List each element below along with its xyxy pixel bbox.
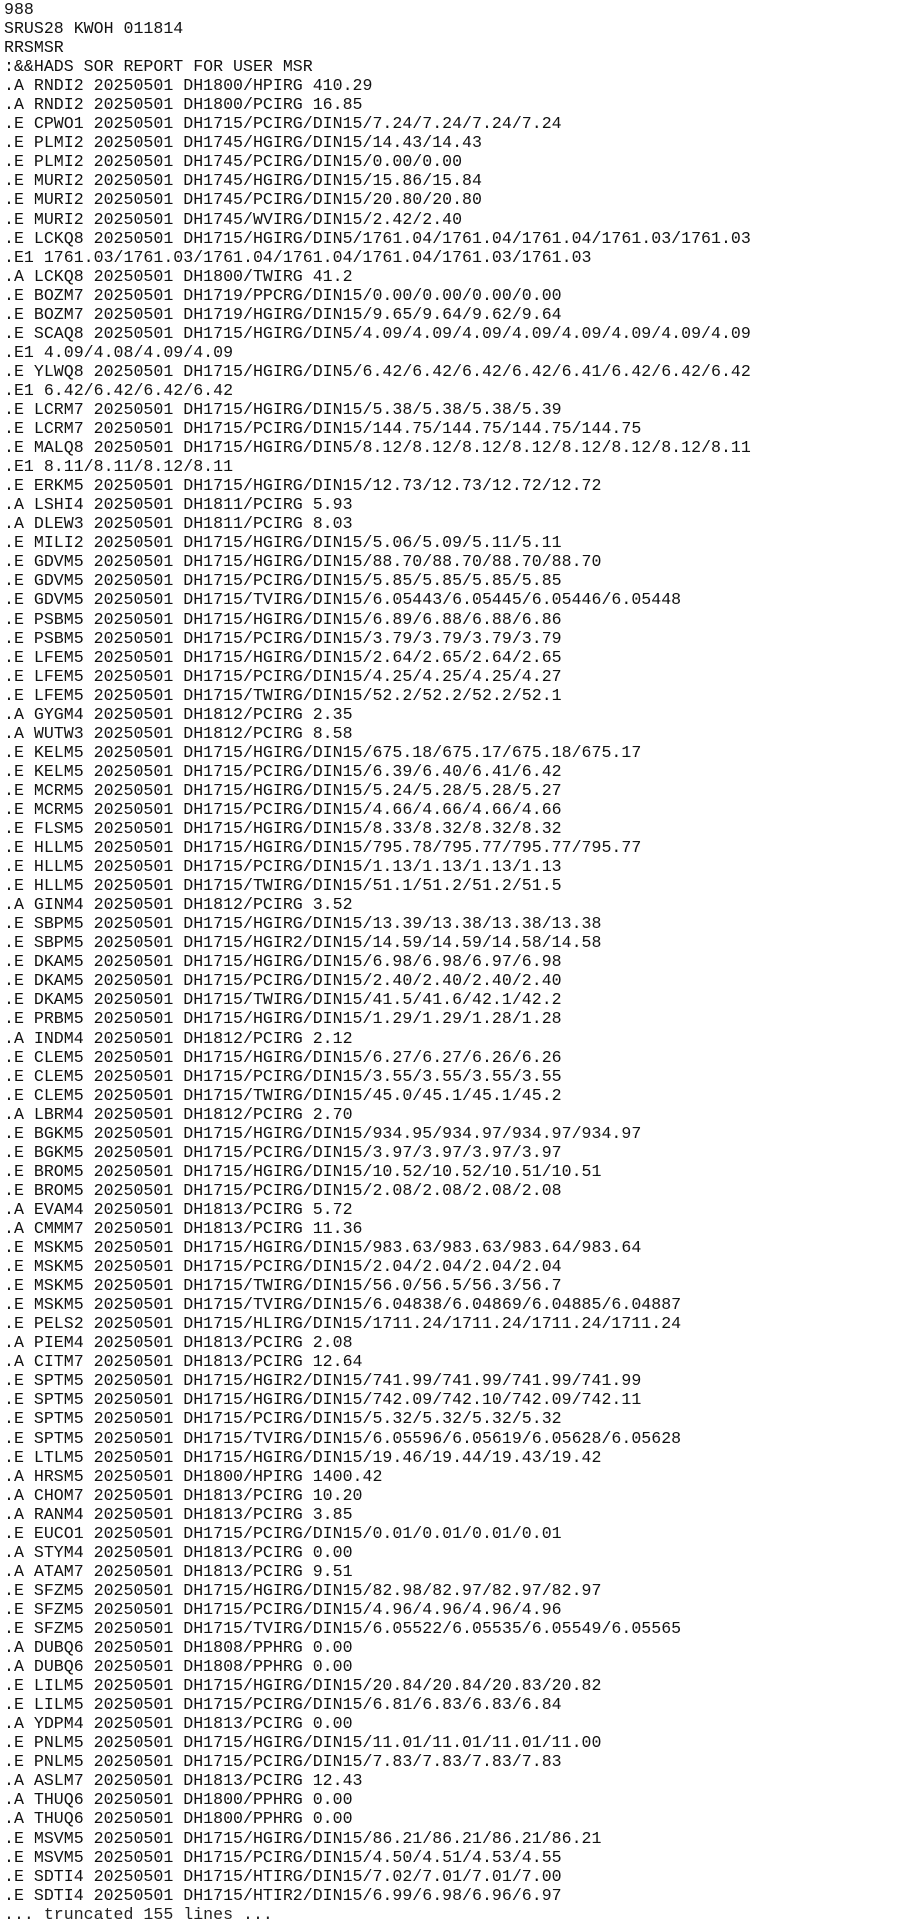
report-line: .E DKAM5 20250501 DH1715/TWIRG/DIN15/41.5/41.6/42.1/42.2 xyxy=(4,990,562,1010)
report-line: .A LSHI4 20250501 DH1811/PCIRG 5.93 xyxy=(4,495,353,515)
report-line: .E HLLM5 20250501 DH1715/TWIRG/DIN15/51.1/51.2/51.2/51.5 xyxy=(4,876,562,896)
report-line: .E MSVM5 20250501 DH1715/HGIRG/DIN15/86.21/86.21/86.21/86.21 xyxy=(4,1828,602,1848)
report-line: .E CLEM5 20250501 DH1715/TWIRG/DIN15/45.0/45.1/45.1/45.2 xyxy=(4,1085,562,1105)
report-line: .E PELS2 20250501 DH1715/HLIRG/DIN15/1711.24/1711.24/1711.24/1711.24 xyxy=(4,1314,682,1334)
report-line: :&&HADS SOR REPORT FOR USER MSR xyxy=(4,57,313,77)
report-line: .A YDPM4 20250501 DH1813/PCIRG 0.00 xyxy=(4,1714,353,1734)
report-line: .E GDVM5 20250501 DH1715/HGIRG/DIN15/88.70/88.70/88.70/88.70 xyxy=(4,552,602,572)
report-line: .E MCRM5 20250501 DH1715/HGIRG/DIN15/5.24/5.28/5.28/5.27 xyxy=(4,780,562,800)
report-line: SRUS28 KWOH 011814 xyxy=(4,19,184,39)
report-line: .A EVAM4 20250501 DH1813/PCIRG 5.72 xyxy=(4,1199,353,1219)
report-line: .E GDVM5 20250501 DH1715/TVIRG/DIN15/6.05443/6.05445/6.05446/6.05448 xyxy=(4,590,682,610)
report-line: .E PNLM5 20250501 DH1715/PCIRG/DIN15/7.83/7.83/7.83/7.83 xyxy=(4,1752,562,1772)
report-line: .E1 1761.03/1761.03/1761.04/1761.04/1761.04/1761.03/1761.03 xyxy=(4,247,592,267)
report-line: .E LFEM5 20250501 DH1715/HGIRG/DIN15/2.64/2.65/2.64/2.65 xyxy=(4,647,562,667)
report-line: .E SBPM5 20250501 DH1715/HGIR2/DIN15/14.59/14.59/14.58/14.58 xyxy=(4,933,602,953)
report-line: .A HRSM5 20250501 DH1800/HPIRG 1400.42 xyxy=(4,1466,383,1486)
report-line: .A RANM4 20250501 DH1813/PCIRG 3.85 xyxy=(4,1504,353,1524)
report-line: .E KELM5 20250501 DH1715/HGIRG/DIN15/675.18/675.17/675.18/675.17 xyxy=(4,742,642,762)
report-line: .E HLLM5 20250501 DH1715/HGIRG/DIN15/795.78/795.77/795.77/795.77 xyxy=(4,838,642,858)
report-line: .E GDVM5 20250501 DH1715/PCIRG/DIN15/5.85/5.85/5.85/5.85 xyxy=(4,571,562,591)
report-line: .A DUBQ6 20250501 DH1808/PPHRG 0.00 xyxy=(4,1638,353,1658)
report-line: .E MSKM5 20250501 DH1715/TVIRG/DIN15/6.04838/6.04869/6.04885/6.04887 xyxy=(4,1295,682,1315)
report-line: .E SDTI4 20250501 DH1715/HTIRG/DIN15/7.02/7.01/7.01/7.00 xyxy=(4,1866,562,1886)
report-line: .A LCKQ8 20250501 DH1800/TWIRG 41.2 xyxy=(4,266,353,286)
report-line: .E1 4.09/4.08/4.09/4.09 xyxy=(4,342,234,362)
report-line: .E BROM5 20250501 DH1715/HGIRG/DIN15/10.52/10.52/10.51/10.51 xyxy=(4,1161,602,1181)
report-line: .E BOZM7 20250501 DH1719/PPCRG/DIN15/0.00/0.00/0.00/0.00 xyxy=(4,285,562,305)
report-line: .E HLLM5 20250501 DH1715/PCIRG/DIN15/1.13/1.13/1.13/1.13 xyxy=(4,857,562,877)
report-line: .A CHOM7 20250501 DH1813/PCIRG 10.20 xyxy=(4,1485,363,1505)
report-line: .E MILI2 20250501 DH1715/HGIRG/DIN15/5.06/5.09/5.11/5.11 xyxy=(4,533,562,553)
report-line: .A INDM4 20250501 DH1812/PCIRG 2.12 xyxy=(4,1028,353,1048)
report-line: .E PNLM5 20250501 DH1715/HGIRG/DIN15/11.01/11.01/11.01/11.00 xyxy=(4,1733,602,1753)
report-line: .E LCRM7 20250501 DH1715/HGIRG/DIN15/5.38/5.38/5.38/5.39 xyxy=(4,399,562,419)
report-line: .E LFEM5 20250501 DH1715/TWIRG/DIN15/52.2/52.2/52.2/52.1 xyxy=(4,685,562,705)
report-line: .A GYGM4 20250501 DH1812/PCIRG 2.35 xyxy=(4,704,353,724)
report-line: .E SCAQ8 20250501 DH1715/HGIRG/DIN5/4.09/4.09/4.09/4.09/4.09/4.09/4.09/4.09 xyxy=(4,323,751,343)
report-line: .A CITM7 20250501 DH1813/PCIRG 12.64 xyxy=(4,1352,363,1372)
report-line: .A CMMM7 20250501 DH1813/PCIRG 11.36 xyxy=(4,1219,363,1238)
report-line: .E LCKQ8 20250501 DH1715/HGIRG/DIN5/1761.04/1761.04/1761.04/1761.03/1761.03 xyxy=(4,228,751,248)
report-line: .E SDTI4 20250501 DH1715/HTIR2/DIN15/6.99/6.98/6.96/6.97 xyxy=(4,1885,562,1905)
report-line: .A THUQ6 20250501 DH1800/PPHRG 0.00 xyxy=(4,1809,353,1829)
report-line: .E MSKM5 20250501 DH1715/HGIRG/DIN15/983.63/983.63/983.64/983.64 xyxy=(4,1238,642,1258)
report-line: .E SFZM5 20250501 DH1715/TVIRG/DIN15/6.05522/6.05535/6.05549/6.05565 xyxy=(4,1618,682,1638)
report-line: .E MSKM5 20250501 DH1715/TWIRG/DIN15/56.0/56.5/56.3/56.7 xyxy=(4,1276,562,1296)
report-line: .E LFEM5 20250501 DH1715/PCIRG/DIN15/4.25/4.25/4.25/4.27 xyxy=(4,666,562,686)
report-line: .E PRBM5 20250501 DH1715/HGIRG/DIN15/1.29/1.29/1.28/1.28 xyxy=(4,1009,562,1029)
report-line: .E BGKM5 20250501 DH1715/HGIRG/DIN15/934.95/934.97/934.97/934.97 xyxy=(4,1123,642,1143)
report-line: .E PLMI2 20250501 DH1745/PCIRG/DIN15/0.00/0.00 xyxy=(4,152,463,172)
report-line: .E SPTM5 20250501 DH1715/HGIRG/DIN15/742.09/742.10/742.09/742.11 xyxy=(4,1390,642,1410)
report-line: .E SPTM5 20250501 DH1715/HGIR2/DIN15/741.99/741.99/741.99/741.99 xyxy=(4,1371,642,1391)
report-line: .E MCRM5 20250501 DH1715/PCIRG/DIN15/4.66/4.66/4.66/4.66 xyxy=(4,799,562,819)
report-line: .E ERKM5 20250501 DH1715/HGIRG/DIN15/12.73/12.73/12.72/12.72 xyxy=(4,476,602,496)
report-line: .E CPWO1 20250501 DH1715/PCIRG/DIN15/7.24/7.24/7.24/7.24 xyxy=(4,114,562,134)
truncation-note: ... truncated 155 lines ... xyxy=(4,1904,273,1924)
report-line: .E MURI2 20250501 DH1745/HGIRG/DIN15/15.86/15.84 xyxy=(4,171,482,191)
report-line: .A THUQ6 20250501 DH1800/PPHRG 0.00 xyxy=(4,1790,353,1810)
report-line: .A LBRM4 20250501 DH1812/PCIRG 2.70 xyxy=(4,1104,353,1124)
report-line: .A RNDI2 20250501 DH1800/PCIRG 16.85 xyxy=(4,95,363,115)
report-line: .E YLWQ8 20250501 DH1715/HGIRG/DIN5/6.42/6.42/6.42/6.42/6.41/6.42/6.42/6.42 xyxy=(4,361,751,381)
report-line: .E MSVM5 20250501 DH1715/PCIRG/DIN15/4.50/4.51/4.53/4.55 xyxy=(4,1847,562,1867)
report-line: .E CLEM5 20250501 DH1715/HGIRG/DIN15/6.27/6.27/6.26/6.26 xyxy=(4,1047,562,1067)
report-line: .E EUCO1 20250501 DH1715/PCIRG/DIN15/0.01/0.01/0.01/0.01 xyxy=(4,1523,562,1543)
report-line: .E SFZM5 20250501 DH1715/HGIRG/DIN15/82.98/82.97/82.97/82.97 xyxy=(4,1580,602,1600)
report-line: .A GINM4 20250501 DH1812/PCIRG 3.52 xyxy=(4,895,353,915)
report-line: .E SPTM5 20250501 DH1715/TVIRG/DIN15/6.05596/6.05619/6.05628/6.05628 xyxy=(4,1428,682,1448)
report-line: .A STYM4 20250501 DH1813/PCIRG 0.00 xyxy=(4,1542,353,1562)
report-line: 988 xyxy=(4,0,34,19)
report-line: .E FLSM5 20250501 DH1715/HGIRG/DIN15/8.33/8.32/8.32/8.32 xyxy=(4,819,562,839)
report-line: .E LTLM5 20250501 DH1715/HGIRG/DIN15/19.46/19.44/19.43/19.42 xyxy=(4,1447,602,1467)
report-line: .E BGKM5 20250501 DH1715/PCIRG/DIN15/3.97/3.97/3.97/3.97 xyxy=(4,1142,562,1162)
report-line: .E PSBM5 20250501 DH1715/PCIRG/DIN15/3.79/3.79/3.79/3.79 xyxy=(4,628,562,648)
report-line: .E SBPM5 20250501 DH1715/HGIRG/DIN15/13.39/13.38/13.38/13.38 xyxy=(4,914,602,934)
report-line: .E SPTM5 20250501 DH1715/PCIRG/DIN15/5.32/5.32/5.32/5.32 xyxy=(4,1409,562,1429)
report-line: .E BROM5 20250501 DH1715/PCIRG/DIN15/2.08/2.08/2.08/2.08 xyxy=(4,1180,562,1200)
report-line: .E BOZM7 20250501 DH1719/HGIRG/DIN15/9.65/9.64/9.62/9.64 xyxy=(4,304,562,324)
report-line: .E CLEM5 20250501 DH1715/PCIRG/DIN15/3.55/3.55/3.55/3.55 xyxy=(4,1066,562,1086)
report-line: .E PSBM5 20250501 DH1715/HGIRG/DIN15/6.89/6.88/6.88/6.86 xyxy=(4,609,562,629)
report-line: .A DUBQ6 20250501 DH1808/PPHRG 0.00 xyxy=(4,1657,353,1677)
report-line: .E MSKM5 20250501 DH1715/PCIRG/DIN15/2.04/2.04/2.04/2.04 xyxy=(4,1257,562,1277)
report-line: .E LILM5 20250501 DH1715/PCIRG/DIN15/6.81/6.83/6.83/6.84 xyxy=(4,1695,562,1715)
report-line: .E SFZM5 20250501 DH1715/PCIRG/DIN15/4.96/4.96/4.96/4.96 xyxy=(4,1599,562,1619)
report-line: .E DKAM5 20250501 DH1715/PCIRG/DIN15/2.40/2.40/2.40/2.40 xyxy=(4,971,562,991)
report-line: .E1 8.11/8.11/8.12/8.11 xyxy=(4,457,234,477)
report-line: .A RNDI2 20250501 DH1800/HPIRG 410.29 xyxy=(4,76,373,96)
report-line: .A ASLM7 20250501 DH1813/PCIRG 12.43 xyxy=(4,1771,363,1791)
report-line: .E PLMI2 20250501 DH1745/HGIRG/DIN15/14.43/14.43 xyxy=(4,133,482,153)
report-line: .A DLEW3 20250501 DH1811/PCIRG 8.03 xyxy=(4,514,353,534)
report-line: .E LCRM7 20250501 DH1715/PCIRG/DIN15/144.75/144.75/144.75/144.75 xyxy=(4,419,642,439)
report-line: .A PIEM4 20250501 DH1813/PCIRG 2.08 xyxy=(4,1333,353,1353)
report-line: RRSMSR xyxy=(4,38,64,58)
report-line: .E MURI2 20250501 DH1745/WVIRG/DIN15/2.42/2.40 xyxy=(4,209,463,229)
report-line: .A ATAM7 20250501 DH1813/PCIRG 9.51 xyxy=(4,1561,353,1581)
report-line: .E DKAM5 20250501 DH1715/HGIRG/DIN15/6.98/6.98/6.97/6.98 xyxy=(4,952,562,972)
report-line: .E1 6.42/6.42/6.42/6.42 xyxy=(4,380,234,400)
report-line: .A WUTW3 20250501 DH1812/PCIRG 8.58 xyxy=(4,723,353,743)
report-line: .E MALQ8 20250501 DH1715/HGIRG/DIN5/8.12/8.12/8.12/8.12/8.12/8.12/8.12/8.11 xyxy=(4,438,751,458)
report-line: .E MURI2 20250501 DH1745/PCIRG/DIN15/20.80/20.80 xyxy=(4,190,482,210)
report-line: .E KELM5 20250501 DH1715/PCIRG/DIN15/6.39/6.40/6.41/6.42 xyxy=(4,761,562,781)
report-line: .E LILM5 20250501 DH1715/HGIRG/DIN15/20.84/20.84/20.83/20.82 xyxy=(4,1676,602,1696)
